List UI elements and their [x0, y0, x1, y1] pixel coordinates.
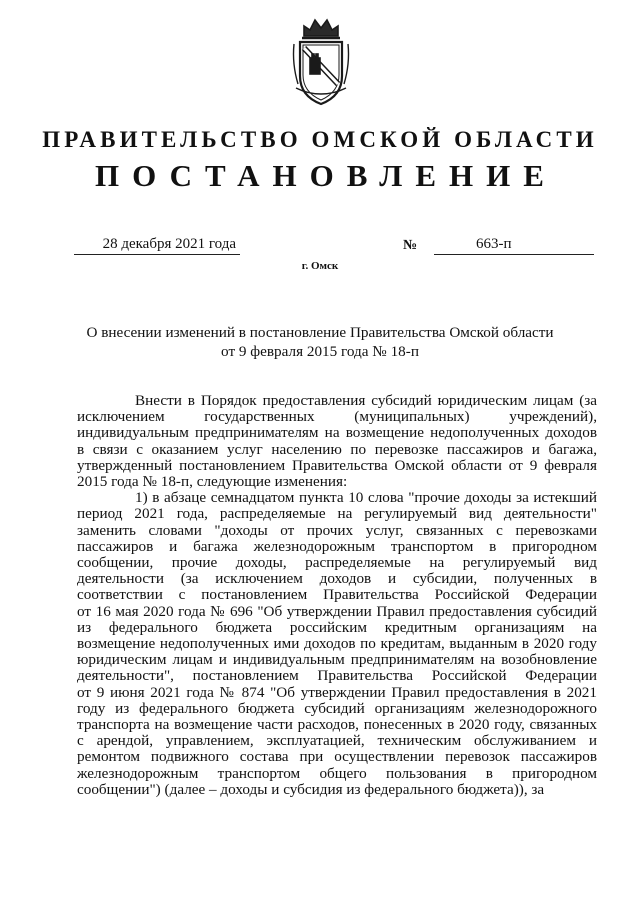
subject-line: от 9 февраля 2015 года № 18-п [221, 343, 419, 360]
body-line: железнодорожным транспортом общего пользования в пригородном [77, 764, 597, 782]
body-line: деятельности", постановлением Правительства Российской Федерации [77, 667, 597, 685]
body-line: деятельности (за исключением доходов и субсидии, полученных в [77, 570, 597, 588]
coat-of-arms-icon [290, 14, 352, 110]
document-number: 663-п [434, 235, 594, 255]
body-line: 1) в абзаце семнадцатом пункта 10 слова "прочие доходы за истекший [135, 489, 597, 507]
body-line: утвержденный постановлением Правительства Омской области от 9 февраля [77, 456, 597, 474]
body-line: ремонтом подвижного состава при осуществлении перевозок пассажиров [77, 748, 597, 766]
document-type-title: ПОСТАНОВЛЕНИЕ [95, 158, 557, 193]
city-name: г. Омск [301, 260, 339, 272]
body-line: исключением государственных (муниципальных) учреждений), [77, 408, 597, 426]
body-line: соответствии с постановлением Правительства Российской Федерации [77, 586, 597, 604]
body-line: 2015 года № 18-п, следующие изменения: [77, 473, 348, 491]
body-line: период 2021 года, распределяемые на регулируемый вид деятельности" [77, 505, 597, 523]
number-sign: № [403, 238, 418, 253]
subject-line: О внесении изменений в постановление Правительства Омской области [86, 324, 554, 341]
body-line: возмещение недополученных ими доходов по кредитам, выданным в 2020 году [77, 635, 597, 653]
body-line: пассажиров и багажа железнодорожным транспортом в пригородном [77, 537, 597, 555]
document-body [77, 393, 597, 798]
body-line: транспорта на возмещение части расходов, понесенных в 2020 году, связанных [77, 716, 597, 734]
body-line: от 16 мая 2020 года № 696 "Об утверждении Правил предоставления субсидий [77, 602, 597, 620]
body-line: сообщении") (далее – доходы и субсидия из федерального бюджета)), за [77, 780, 545, 798]
document-date: 28 декабря 2021 года [74, 235, 240, 255]
body-line: из федерального бюджета российским кредитным организациям на [77, 618, 597, 636]
government-name: ПРАВИТЕЛЬСТВО ОМСКОЙ ОБЛАСТИ [42, 127, 598, 152]
body-line: сообщении, прочие доходы, распределяемые на регулируемый вид [77, 554, 597, 572]
body-line: Внести в Порядок предоставления субсидий юридическим лицам (за [135, 392, 597, 409]
body-line: году из федерального бюджета субсидий организациям железнодорожного [77, 699, 597, 717]
body-line: в связи с оказанием услуг населению по перевозке пассажиров и багажа, [77, 440, 597, 458]
body-line: юридическим лицам и индивидуальным предпринимателям на возобновление [77, 651, 597, 669]
body-line: от 9 июня 2021 года № 874 "Об утверждении Правил предоставления в 2021 [77, 683, 597, 701]
body-line: заменить словами "доходы от прочих услуг, связанных с перевозками [77, 521, 597, 539]
document-subject [0, 323, 640, 361]
body-line: индивидуальным предпринимателям на возмещение недополученных доходов [77, 424, 597, 442]
body-line: с арендой, управлением, эксплуатацией, техническим обслуживанием и [77, 732, 597, 750]
